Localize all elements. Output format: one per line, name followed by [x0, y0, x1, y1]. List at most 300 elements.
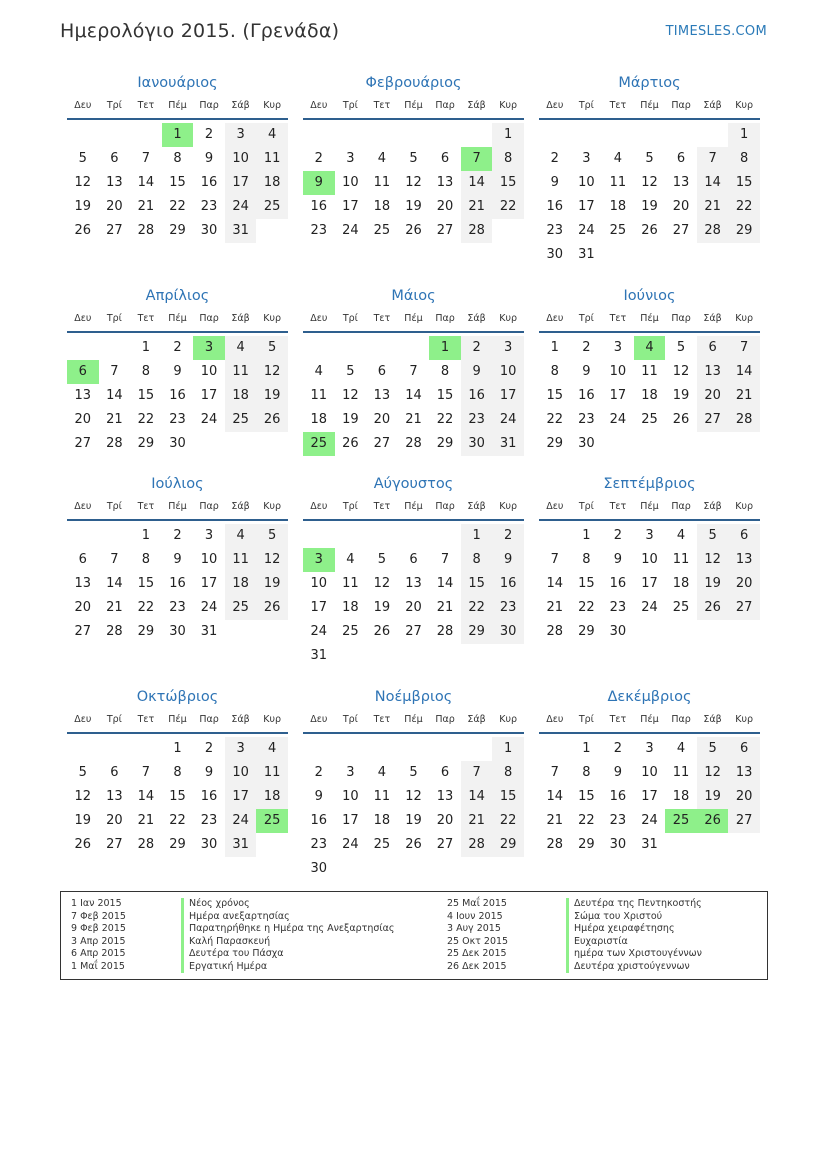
empty-day-cell [366, 857, 398, 881]
weekday-label: Τετ [373, 501, 391, 512]
day-cell: 12 [256, 548, 288, 572]
weekday-header [539, 708, 760, 734]
day-cell: 25 [373, 223, 391, 238]
weekday-label: Παρ [671, 313, 691, 324]
day-cell: 22 [436, 412, 454, 427]
day-cell: 18 [256, 785, 288, 809]
weekday-label: Σάβ [703, 313, 722, 324]
day-cell: 24 [342, 837, 359, 852]
empty-day-cell [256, 620, 288, 644]
day-cell: 19 [697, 572, 729, 596]
day-cell: 8 [492, 761, 524, 785]
day-cell: 27 [106, 223, 123, 238]
day-cell: 19 [405, 199, 422, 214]
empty-day-cell [492, 644, 524, 668]
day-cell: 25 [373, 837, 391, 852]
day-cell: 17 [200, 388, 218, 403]
day-cell: 25 [225, 596, 257, 620]
empty-day-cell [634, 432, 666, 456]
legend-holiday-name: Δευτέρα του Πάσχα [181, 948, 394, 961]
day-cell: 21 [106, 600, 123, 615]
day-cell: 28 [137, 223, 155, 238]
day-cell: 23 [169, 600, 186, 615]
day-cell: 17 [578, 199, 595, 214]
day-cell: 5 [409, 765, 418, 780]
day-cell: 11 [373, 175, 391, 190]
day-cell: 29 [461, 620, 493, 644]
day-cell: 30 [609, 624, 627, 639]
empty-day-cell [366, 644, 398, 668]
week-row [303, 384, 524, 408]
holiday-day-cell: 6 [67, 360, 99, 384]
day-cell: 6 [728, 524, 760, 548]
weekday-label: Τετ [137, 313, 155, 324]
month-name: Ιανουάριος [137, 75, 218, 91]
empty-day-cell [429, 644, 461, 668]
empty-day-cell [665, 432, 697, 456]
day-cell: 16 [546, 199, 564, 214]
day-cell: 28 [106, 624, 123, 639]
day-cell: 4 [676, 528, 686, 543]
day-cell: 16 [200, 789, 218, 804]
month-calendar [67, 72, 288, 243]
empty-day-cell [366, 524, 398, 548]
day-cell: 9 [314, 789, 323, 804]
day-cell: 7 [697, 147, 729, 171]
week-row [303, 123, 524, 147]
day-cell: 20 [373, 412, 391, 427]
day-cell: 29 [436, 436, 454, 451]
weekday-label: Δευ [74, 714, 92, 725]
day-cell: 19 [373, 600, 391, 615]
day-cell: 17 [609, 388, 627, 403]
empty-day-cell [130, 123, 162, 147]
day-cell: 18 [310, 412, 328, 427]
day-cell: 13 [74, 388, 92, 403]
day-cell: 28 [405, 436, 422, 451]
weekday-header [67, 307, 288, 333]
day-cell: 10 [200, 364, 218, 379]
day-cell: 3 [582, 151, 591, 166]
day-cell: 22 [461, 596, 493, 620]
weekday-label: Κυρ [499, 100, 518, 111]
day-cell: 1 [173, 741, 182, 756]
empty-day-cell [99, 524, 131, 548]
empty-day-cell [634, 243, 666, 267]
day-cell: 22 [492, 809, 524, 833]
day-cell: 30 [546, 247, 564, 262]
weekday-label: Δευ [546, 313, 564, 324]
day-cell: 15 [546, 388, 564, 403]
weekday-label: Πέμ [640, 501, 659, 512]
empty-day-cell [602, 432, 634, 456]
weekday-label: Κυρ [263, 100, 282, 111]
day-cell: 20 [728, 785, 760, 809]
day-cell: 15 [578, 789, 595, 804]
weekday-label: Τετ [373, 714, 391, 725]
day-cell: 19 [256, 572, 288, 596]
week-row [539, 596, 760, 620]
legend-names-right [566, 898, 702, 973]
weekday-label: Δευ [74, 100, 92, 111]
empty-day-cell [697, 123, 729, 147]
week-row [539, 243, 760, 267]
day-cell: 1 [582, 741, 591, 756]
holiday-legend [60, 891, 768, 980]
empty-day-cell [335, 524, 367, 548]
day-cell: 12 [641, 175, 658, 190]
day-cell: 26 [373, 624, 391, 639]
day-cell: 20 [106, 813, 123, 828]
day-cell: 25 [641, 412, 658, 427]
day-cell: 10 [492, 360, 524, 384]
day-cell: 19 [697, 785, 729, 809]
legend-date: 9 Φεβ 2015 [71, 923, 126, 934]
day-cell: 15 [492, 785, 524, 809]
week-row [303, 408, 524, 432]
day-cell: 14 [546, 576, 564, 591]
weekday-label: Τρί [342, 501, 358, 512]
day-cell: 14 [106, 388, 123, 403]
day-cell: 9 [173, 364, 182, 379]
day-cell: 13 [728, 548, 760, 572]
day-cell: 29 [169, 837, 186, 852]
day-cell: 21 [546, 813, 564, 828]
day-cell: 29 [546, 436, 564, 451]
month-name: Αύγουστος [373, 476, 454, 492]
day-cell: 23 [609, 813, 627, 828]
day-cell: 19 [405, 813, 422, 828]
day-cell: 8 [141, 364, 151, 379]
day-cell: 29 [169, 223, 186, 238]
day-cell: 24 [492, 408, 524, 432]
day-cell: 20 [672, 199, 690, 214]
day-cell: 19 [672, 388, 690, 403]
week-row [303, 432, 524, 456]
brand-link[interactable]: TIMESLES.COM [665, 24, 767, 39]
day-cell: 13 [672, 175, 690, 190]
day-cell: 12 [697, 548, 729, 572]
empty-day-cell [398, 737, 430, 761]
day-cell: 20 [697, 384, 729, 408]
day-cell: 27 [728, 809, 760, 833]
day-cell: 4 [256, 737, 288, 761]
empty-day-cell [398, 336, 430, 360]
day-cell: 4 [377, 765, 387, 780]
week-row [303, 219, 524, 243]
weekday-label: Παρ [199, 313, 219, 324]
day-cell: 7 [550, 552, 559, 567]
legend-holiday-name: Ευχαριστία [566, 936, 702, 949]
day-cell: 16 [609, 576, 627, 591]
day-cell: 1 [550, 340, 559, 355]
week-row [67, 524, 288, 548]
day-cell: 6 [377, 364, 387, 379]
empty-day-cell [303, 737, 335, 761]
week-row [539, 408, 760, 432]
legend-holiday-name: Εργατική Ημέρα [181, 961, 394, 974]
month-name: Μάιος [391, 288, 436, 304]
day-cell: 28 [436, 624, 454, 639]
weekday-label: Δευ [74, 313, 92, 324]
weekday-label: Πέμ [640, 100, 659, 111]
day-cell: 29 [137, 624, 155, 639]
weekday-label: Δευ [546, 714, 564, 725]
day-cell: 31 [578, 247, 595, 262]
empty-day-cell [539, 737, 571, 761]
day-cell: 20 [106, 199, 123, 214]
empty-day-cell [492, 857, 524, 881]
week-row [303, 548, 524, 572]
weekday-label: Σάβ [467, 714, 486, 725]
empty-day-cell [634, 620, 666, 644]
day-cell: 20 [728, 572, 760, 596]
weekday-label: Σάβ [703, 100, 722, 111]
day-cell: 7 [110, 364, 119, 379]
day-cell: 9 [204, 765, 214, 780]
weekday-label: Παρ [435, 501, 455, 512]
legend-holiday-name: Παρατηρήθηκε η Ημέρα της Ανεξαρτησίας [181, 923, 394, 936]
week-row [303, 572, 524, 596]
week-row [539, 171, 760, 195]
legend-date: 25 Δεκ 2015 [447, 948, 507, 959]
day-cell: 5 [78, 765, 87, 780]
week-row [67, 219, 288, 243]
weekday-label: Σάβ [231, 714, 250, 725]
weekday-label: Κυρ [263, 313, 282, 324]
day-cell: 1 [461, 524, 493, 548]
day-cell: 5 [256, 524, 288, 548]
week-row [539, 620, 760, 644]
weekday-header [303, 307, 524, 333]
day-cell: 23 [578, 412, 595, 427]
weekday-label: Τρί [342, 313, 358, 324]
empty-day-cell [429, 123, 461, 147]
week-row [67, 360, 288, 384]
day-cell: 14 [728, 360, 760, 384]
empty-day-cell [256, 219, 288, 243]
weekday-label: Παρ [671, 714, 691, 725]
weekday-header [67, 495, 288, 521]
weekday-label: Παρ [671, 100, 691, 111]
day-cell: 13 [436, 789, 454, 804]
legend-date: 6 Απρ 2015 [71, 948, 126, 959]
day-cell: 30 [200, 837, 218, 852]
day-cell: 31 [492, 432, 524, 456]
day-cell: 20 [74, 412, 92, 427]
day-cell: 23 [200, 199, 218, 214]
legend-holiday-name: Ημέρα χειραφέτησης [566, 923, 702, 936]
empty-day-cell [461, 737, 493, 761]
day-cell: 20 [74, 600, 92, 615]
day-cell: 13 [728, 761, 760, 785]
month-calendar [303, 72, 524, 243]
day-cell: 26 [405, 837, 422, 852]
day-cell: 29 [578, 624, 595, 639]
week-row [303, 809, 524, 833]
week-row [539, 123, 760, 147]
day-cell: 4 [377, 151, 387, 166]
day-cell: 31 [200, 624, 218, 639]
day-cell: 9 [613, 765, 623, 780]
day-cell: 14 [106, 576, 123, 591]
weekday-label: Κυρ [735, 100, 754, 111]
holiday-day-cell: 7 [461, 147, 493, 171]
empty-day-cell [429, 524, 461, 548]
day-cell: 28 [546, 624, 564, 639]
day-cell: 18 [672, 576, 690, 591]
day-cell: 1 [492, 123, 524, 147]
week-row [539, 147, 760, 171]
day-cell: 27 [436, 223, 454, 238]
day-cell: 3 [225, 123, 257, 147]
weekday-header [303, 495, 524, 521]
day-cell: 15 [137, 576, 155, 591]
weekday-header [539, 495, 760, 521]
weekday-label: Σάβ [231, 100, 250, 111]
weekday-label: Κυρ [499, 501, 518, 512]
day-cell: 2 [613, 528, 623, 543]
day-cell: 17 [492, 384, 524, 408]
weekday-label: Σάβ [231, 313, 250, 324]
weekday-label: Τρί [578, 714, 594, 725]
day-cell: 12 [697, 761, 729, 785]
week-row [303, 147, 524, 171]
day-cell: 1 [492, 737, 524, 761]
day-cell: 8 [440, 364, 450, 379]
day-cell: 6 [110, 151, 119, 166]
day-cell: 5 [697, 737, 729, 761]
day-cell: 24 [578, 223, 595, 238]
empty-day-cell [571, 123, 603, 147]
day-cell: 15 [169, 789, 186, 804]
day-cell: 4 [676, 741, 686, 756]
day-cell: 18 [225, 572, 257, 596]
day-cell: 22 [137, 412, 155, 427]
legend-date: 25 Μαΐ 2015 [447, 898, 507, 909]
day-cell: 23 [169, 412, 186, 427]
legend-holiday-name: Καλή Παρασκευή [181, 936, 394, 949]
empty-day-cell [335, 857, 367, 881]
weekday-label: Δευ [310, 313, 328, 324]
day-cell: 31 [641, 837, 658, 852]
day-cell: 17 [200, 576, 218, 591]
holiday-day-cell: 25 [256, 809, 288, 833]
day-cell: 30 [169, 624, 186, 639]
day-cell: 11 [225, 548, 257, 572]
legend-date: 1 Μαΐ 2015 [71, 960, 125, 972]
day-cell: 22 [169, 813, 186, 828]
day-cell: 16 [461, 384, 493, 408]
month-name: Νοέμβριος [374, 689, 453, 705]
week-row [303, 195, 524, 219]
day-cell: 26 [256, 596, 288, 620]
day-cell: 16 [578, 388, 595, 403]
empty-day-cell [398, 123, 430, 147]
day-cell: 31 [225, 219, 257, 243]
day-cell: 5 [645, 151, 654, 166]
week-row [539, 833, 760, 857]
day-cell: 14 [546, 789, 564, 804]
day-cell: 6 [440, 765, 450, 780]
empty-day-cell [256, 833, 288, 857]
legend-holiday-name: Δευτέρα χριστούγεννων [566, 961, 702, 974]
weekday-label: Σάβ [703, 714, 722, 725]
holiday-day-cell: 3 [193, 336, 225, 360]
empty-day-cell [634, 123, 666, 147]
day-cell: 16 [310, 199, 328, 214]
weekday-label: Κυρ [735, 714, 754, 725]
empty-day-cell [225, 620, 257, 644]
legend-dates-left [71, 898, 126, 973]
day-cell: 11 [609, 175, 627, 190]
week-row [67, 785, 288, 809]
day-cell: 30 [492, 620, 524, 644]
holiday-day-cell: 9 [303, 171, 335, 195]
weekday-label: Σάβ [467, 313, 486, 324]
day-cell: 1 [141, 340, 151, 355]
day-cell: 17 [225, 785, 257, 809]
day-cell: 14 [461, 171, 493, 195]
day-cell: 24 [342, 223, 359, 238]
day-cell: 22 [578, 813, 595, 828]
empty-day-cell [492, 219, 524, 243]
day-cell: 1 [141, 528, 151, 543]
empty-day-cell [335, 644, 367, 668]
weekday-label: Δευ [310, 100, 328, 111]
weekday-label: Πέμ [168, 100, 187, 111]
empty-day-cell [303, 524, 335, 548]
day-cell: 2 [314, 765, 323, 780]
week-row [67, 171, 288, 195]
day-cell: 3 [346, 765, 355, 780]
day-cell: 14 [405, 388, 422, 403]
day-cell: 14 [697, 171, 729, 195]
day-cell: 18 [342, 600, 359, 615]
day-cell: 5 [78, 151, 87, 166]
day-cell: 14 [137, 789, 155, 804]
day-cell: 2 [204, 741, 214, 756]
day-cell: 2 [173, 340, 182, 355]
weekday-label: Παρ [199, 714, 219, 725]
day-cell: 22 [137, 600, 155, 615]
week-row [539, 785, 760, 809]
month-name: Οκτώβριος [136, 689, 219, 705]
holiday-day-cell: 3 [303, 548, 335, 572]
empty-day-cell [99, 737, 131, 761]
empty-day-cell [335, 737, 367, 761]
day-cell: 10 [609, 364, 627, 379]
month-calendar [539, 686, 760, 857]
weekday-label: Τετ [137, 714, 155, 725]
day-cell: 21 [137, 813, 155, 828]
day-cell: 23 [200, 813, 218, 828]
week-row [303, 761, 524, 785]
week-row [67, 572, 288, 596]
day-cell: 27 [405, 624, 422, 639]
month-calendar [303, 285, 524, 456]
week-row [67, 384, 288, 408]
holiday-day-cell: 26 [697, 809, 729, 833]
day-cell: 15 [461, 572, 493, 596]
weekday-label: Τετ [609, 714, 627, 725]
day-cell: 23 [310, 223, 328, 238]
day-cell: 21 [697, 195, 729, 219]
day-cell: 25 [609, 223, 627, 238]
day-cell: 15 [169, 175, 186, 190]
day-cell: 8 [173, 765, 182, 780]
day-cell: 11 [373, 789, 391, 804]
